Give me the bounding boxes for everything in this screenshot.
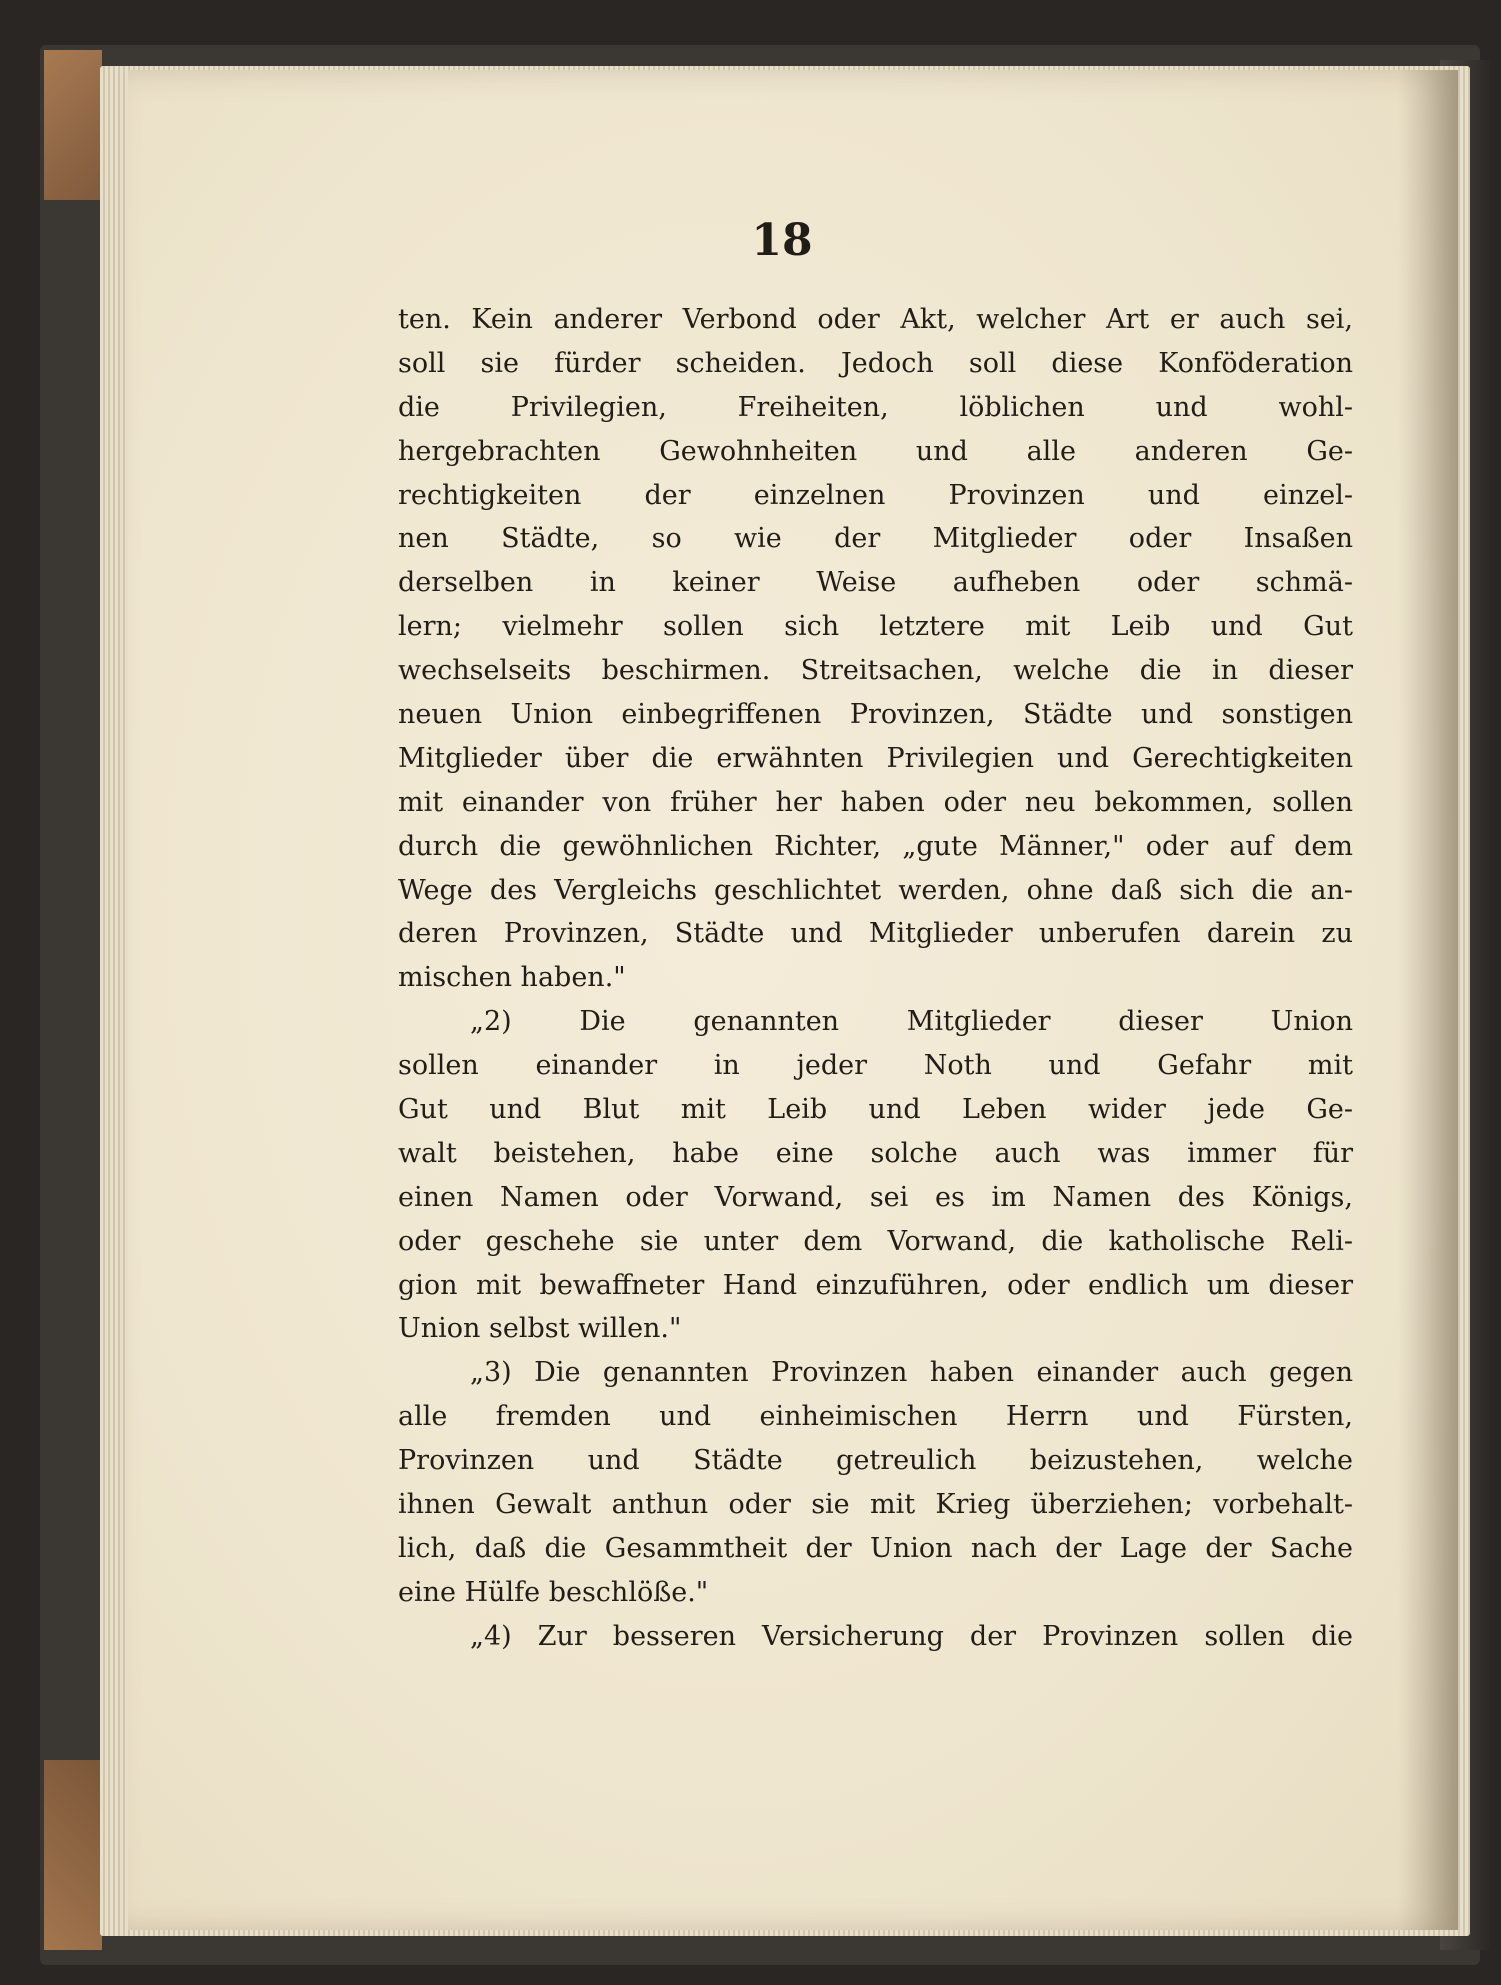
text-line: Provinzen und Städte getreulich beizustehen, welche [398,1445,1353,1477]
text-line: ihnen Gewalt anthun oder sie mit Krieg überziehen; vorbehalt- [398,1489,1353,1521]
text-line: die Privilegien, Freiheiten, löblichen und wohl- [398,391,1353,423]
text-line: deren Provinzen, Städte und Mitglieder unberufen darein zu [398,918,1353,950]
text-line: eine Hülfe beschlöße." [398,1576,709,1608]
text-line: neuen Union einbegriffenen Provinzen, Städte und sonstigen [398,699,1353,731]
text-line: lern; vielmehr sollen sich letztere mit Leib und Gut [398,611,1353,643]
page-gutter-shadow [1398,70,1458,1930]
text-line: Gut und Blut mit Leib und Leben wider jede Ge- [398,1094,1353,1126]
leather-corner-bottom [44,1760,102,1950]
text-line: Wege des Vergleichs geschlichtet werden, ohne daß sich die an- [398,874,1353,906]
text-line: lich, daß die Gesammtheit der Union nach der Lage der Sache [398,1532,1353,1564]
leather-corner-top [44,50,102,200]
text-line: Union selbst willen." [398,1313,682,1345]
text-line: mischen haben." [398,962,626,994]
text-line: wechselseits beschirmen. Streitsachen, welche die in dieser [398,655,1353,687]
page-number: 18 [751,215,813,266]
text-line: hergebrachten Gewohnheiten und alle anderen Ge- [398,435,1353,467]
text-line: derselben in keiner Weise aufheben oder schmä- [398,567,1353,599]
text-line: sollen einander in jeder Noth und Gefahr mit [398,1050,1353,1082]
text-line: mit einander von früher her haben oder neu bekommen, sollen [398,786,1353,818]
text-line: einen Namen oder Vorwand, sei es im Namen des Königs, [398,1181,1353,1213]
text-line: rechtigkeiten der einzelnen Provinzen und einzel- [398,479,1353,511]
text-line: nen Städte, so wie der Mitglieder oder Insaßen [398,523,1353,555]
text-line: ten. Kein anderer Verbond oder Akt, welcher Art er auch sei, [398,304,1353,335]
text-line: soll sie fürder scheiden. Jedoch soll diese Konföderation [398,347,1353,379]
paragraph-3-start: „3) Die genannten Provinzen haben einander auch gegen [470,1357,1353,1389]
paragraph-2-start: „2) Die genannten Mitglieder dieser Union [470,1006,1353,1038]
body-text [398,298,1353,1659]
paragraph-4-start: „4) Zur besseren Versicherung der Provinzen sollen die [470,1620,1353,1652]
text-line: gion mit bewaffneter Hand einzuführen, oder endlich um dieser [398,1269,1353,1301]
text-line: oder geschehe sie unter dem Vorwand, die katholische Reli- [398,1225,1353,1257]
text-line: alle fremden und einheimischen Herrn und Fürsten, [398,1401,1353,1433]
text-line: walt beistehen, habe eine solche auch was immer für [398,1137,1353,1169]
text-line: Mitglieder über die erwähnten Privilegien und Gerechtigkeiten [398,742,1353,774]
text-line: durch die gewöhnlichen Richter, „gute Männer," oder auf dem [398,830,1353,862]
